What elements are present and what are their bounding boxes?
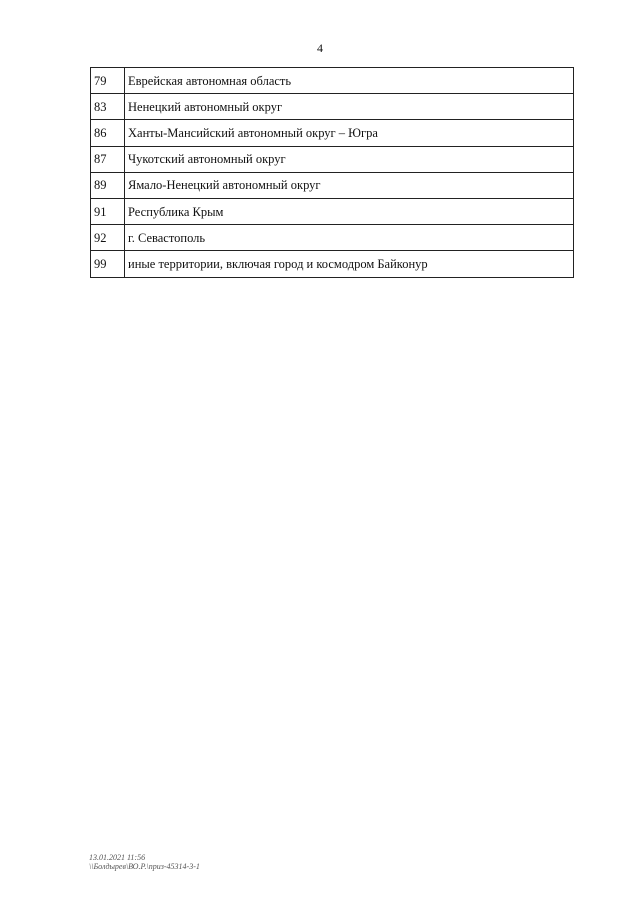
region-name: Республика Крым	[125, 198, 574, 224]
table-row	[91, 120, 574, 146]
table-row	[91, 172, 574, 198]
document-footer-stamp	[89, 853, 200, 871]
table-row	[91, 198, 574, 224]
table-row	[91, 251, 574, 277]
region-name: Чукотский автономный округ	[125, 146, 574, 172]
region-code: 92	[91, 225, 125, 251]
region-name: иные территории, включая город и космодром Байконур	[125, 251, 574, 277]
region-name: г. Севастополь	[125, 225, 574, 251]
region-code: 86	[91, 120, 125, 146]
region-code: 89	[91, 172, 125, 198]
region-name: Еврейская автономная область	[125, 68, 574, 94]
region-name: Ненецкий автономный округ	[125, 94, 574, 120]
table-row	[91, 225, 574, 251]
region-code: 87	[91, 146, 125, 172]
region-code: 83	[91, 94, 125, 120]
region-codes-table	[90, 67, 574, 278]
region-name: Ямало-Ненецкий автономный округ	[125, 172, 574, 198]
region-code: 79	[91, 68, 125, 94]
footer-file-path: \\Болдырев\ВО.Р.\приз-45314-3-1	[89, 862, 200, 871]
region-code: 91	[91, 198, 125, 224]
table-row	[91, 146, 574, 172]
footer-timestamp: 13.01.2021 11:56	[89, 853, 146, 862]
region-name: Ханты-Мансийский автономный округ – Югра	[125, 120, 574, 146]
table-row	[91, 68, 574, 94]
table-row	[91, 94, 574, 120]
region-code: 99	[91, 251, 125, 277]
page-number: 4	[317, 41, 323, 55]
